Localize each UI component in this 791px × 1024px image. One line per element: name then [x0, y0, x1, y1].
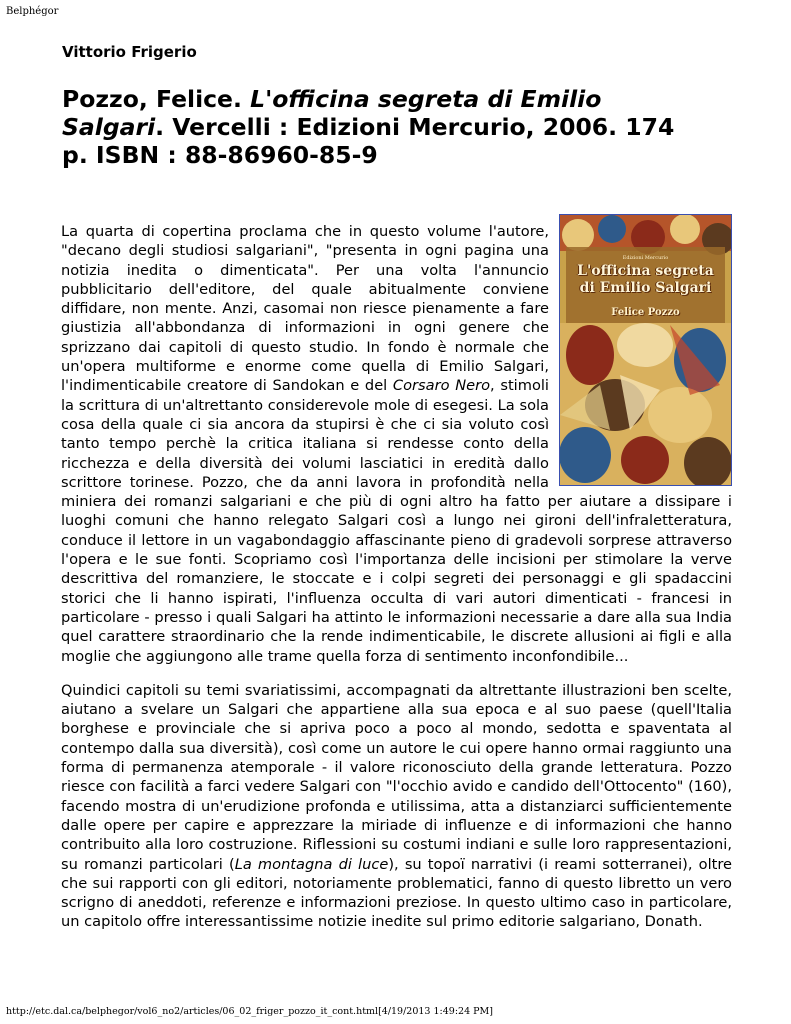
cover-title-line2: di Emilio Salgari: [579, 280, 712, 296]
cover-title-line1: L'officina segreta: [577, 263, 714, 279]
author-name: Vittorio Frigerio: [62, 43, 197, 61]
cover-author: Felice Pozzo: [611, 307, 680, 318]
print-header: Belphégor: [6, 6, 59, 17]
book-cover-image: [559, 214, 732, 486]
paragraph-1-text-b: , stimoli la scrittura di un'altrettanto considerevole mole di esegesi. La sola cosa della quale ci sia ancora da stupirsi è che ci sia voluto così tanto tempo perchè la critica italiana si rendesse conto della ricchezza e della diversità dei volumi lasciatici in eredità dallo scrittore torinese. Pozzo, che da anni lavora in profondità nella miniera dei romanzi salgariani e che più di ogni altro ha fatto per aiutare a dissipare i luoghi comuni che hanno relegato Salgari così a lungo nei gironi dell'infraletteratura, conduce il lettore in un vagabondaggio affascinante pieno di gradevoli sorprese attraverso l'opera e le sue fonti. Scopriamo così l'importanza delle incisioni per stimolare la verve descrittiva del romanziere, le stoccate e i colpi segreti dei personaggi e gli spadaccini storici che li hanno ispirati, l'influenza occulta di vari autori dimenticati - francesi in particolare - presso i quali Salgari ha attinto le informazioni necessarie a dare alla sua India quel carattere straordinario che la rende indimenticabile, le discrete allusioni ai figli e alla moglie che aggiungono alle trame quella forza di sentimento inconfondibile...: [61, 377, 732, 665]
paragraph-1-text-a: La quarta di copertina proclama che in questo volume l'autore, "decano degli studiosi salgariani", "presenta in ogni pagina una notizia inedita o dimenticata". Per una volta l'annuncio pubblicitario dell'editore, del quale abitualmente conviene diffidare, non mente. Anzi, casomai non riesce pienamente a fare giustizia all'abbondanza di informazioni in ogni genere che sprizzano dai capitoli di questo studio. In fondo è normale che un'opera multiforme e enorme come quella di Emilio Salgari, l'indimenticabile creatore di Sandokan e del: [61, 223, 549, 395]
title-publication-part: . Vercelli : Edizioni Mercurio, 2006. 174 p. ISBN : 88-86960-85-9: [62, 113, 675, 169]
paragraph-2: [61, 681, 732, 932]
paragraph-2-italic: La montagna di luce: [234, 855, 389, 873]
cover-title: [560, 263, 731, 297]
cover-publisher: Edizioni Mercurio: [622, 255, 669, 261]
title-book-part: L'officina segreta di Emilio Salgari: [62, 85, 602, 141]
print-footer-url: http://etc.dal.ca/belphegor/vol6_no2/articles/06_02_friger_pozzo_it_cont.html[4/19/2013 1:49:24 PM]: [6, 1006, 493, 1017]
title-author-part: Pozzo, Felice.: [62, 85, 251, 113]
review-title: [62, 85, 702, 169]
paragraph-1-italic: Corsaro Nero: [392, 377, 491, 395]
review-body: [61, 222, 732, 947]
paragraph-2-text-b: ), su topoï narrativi (i reami sotterranei), oltre che sui rapporti con gli editori, notoriamente problematici, fanno di questo libretto un vero scrigno di aneddoti, referenze e informazioni preziose. In questo ultimo caso in particolare, un capitolo offre interessantissime notizie inedite sul primo editorie salgariano, Donath.: [61, 855, 733, 931]
paragraph-2-text-a: Quindici capitoli su temi svariatissimi, accompagnati da altrettante illustrazioni ben scelte, aiutano a svelare un Salgari che appartiene alla sua epoca e al suo paese (quell'Italia borghese e provinciale che si apriva poco a poco al mondo, sedotta e spaventata al contempo dalla sua diversità), così come un autore le cui opere hanno ormai raggiunto una forma di permanenza atemporale - il valore riconosciuto della grande letteratura. Pozzo riesce con facilità a farci vedere Salgari con "l'occhio avido e candido dell'Ottocento" (160), facendo mostra di un'erudizione profonda e utilissima, atta a distanziarci sufficientemente dalle opere per capire e apprezzare la miriade di influenze e di informazioni che hanno contribuito alla loro costruzione. Riflessioni su costumi indiani e sulle loro rappresentazioni, su romanzi particolari (: [61, 681, 732, 873]
